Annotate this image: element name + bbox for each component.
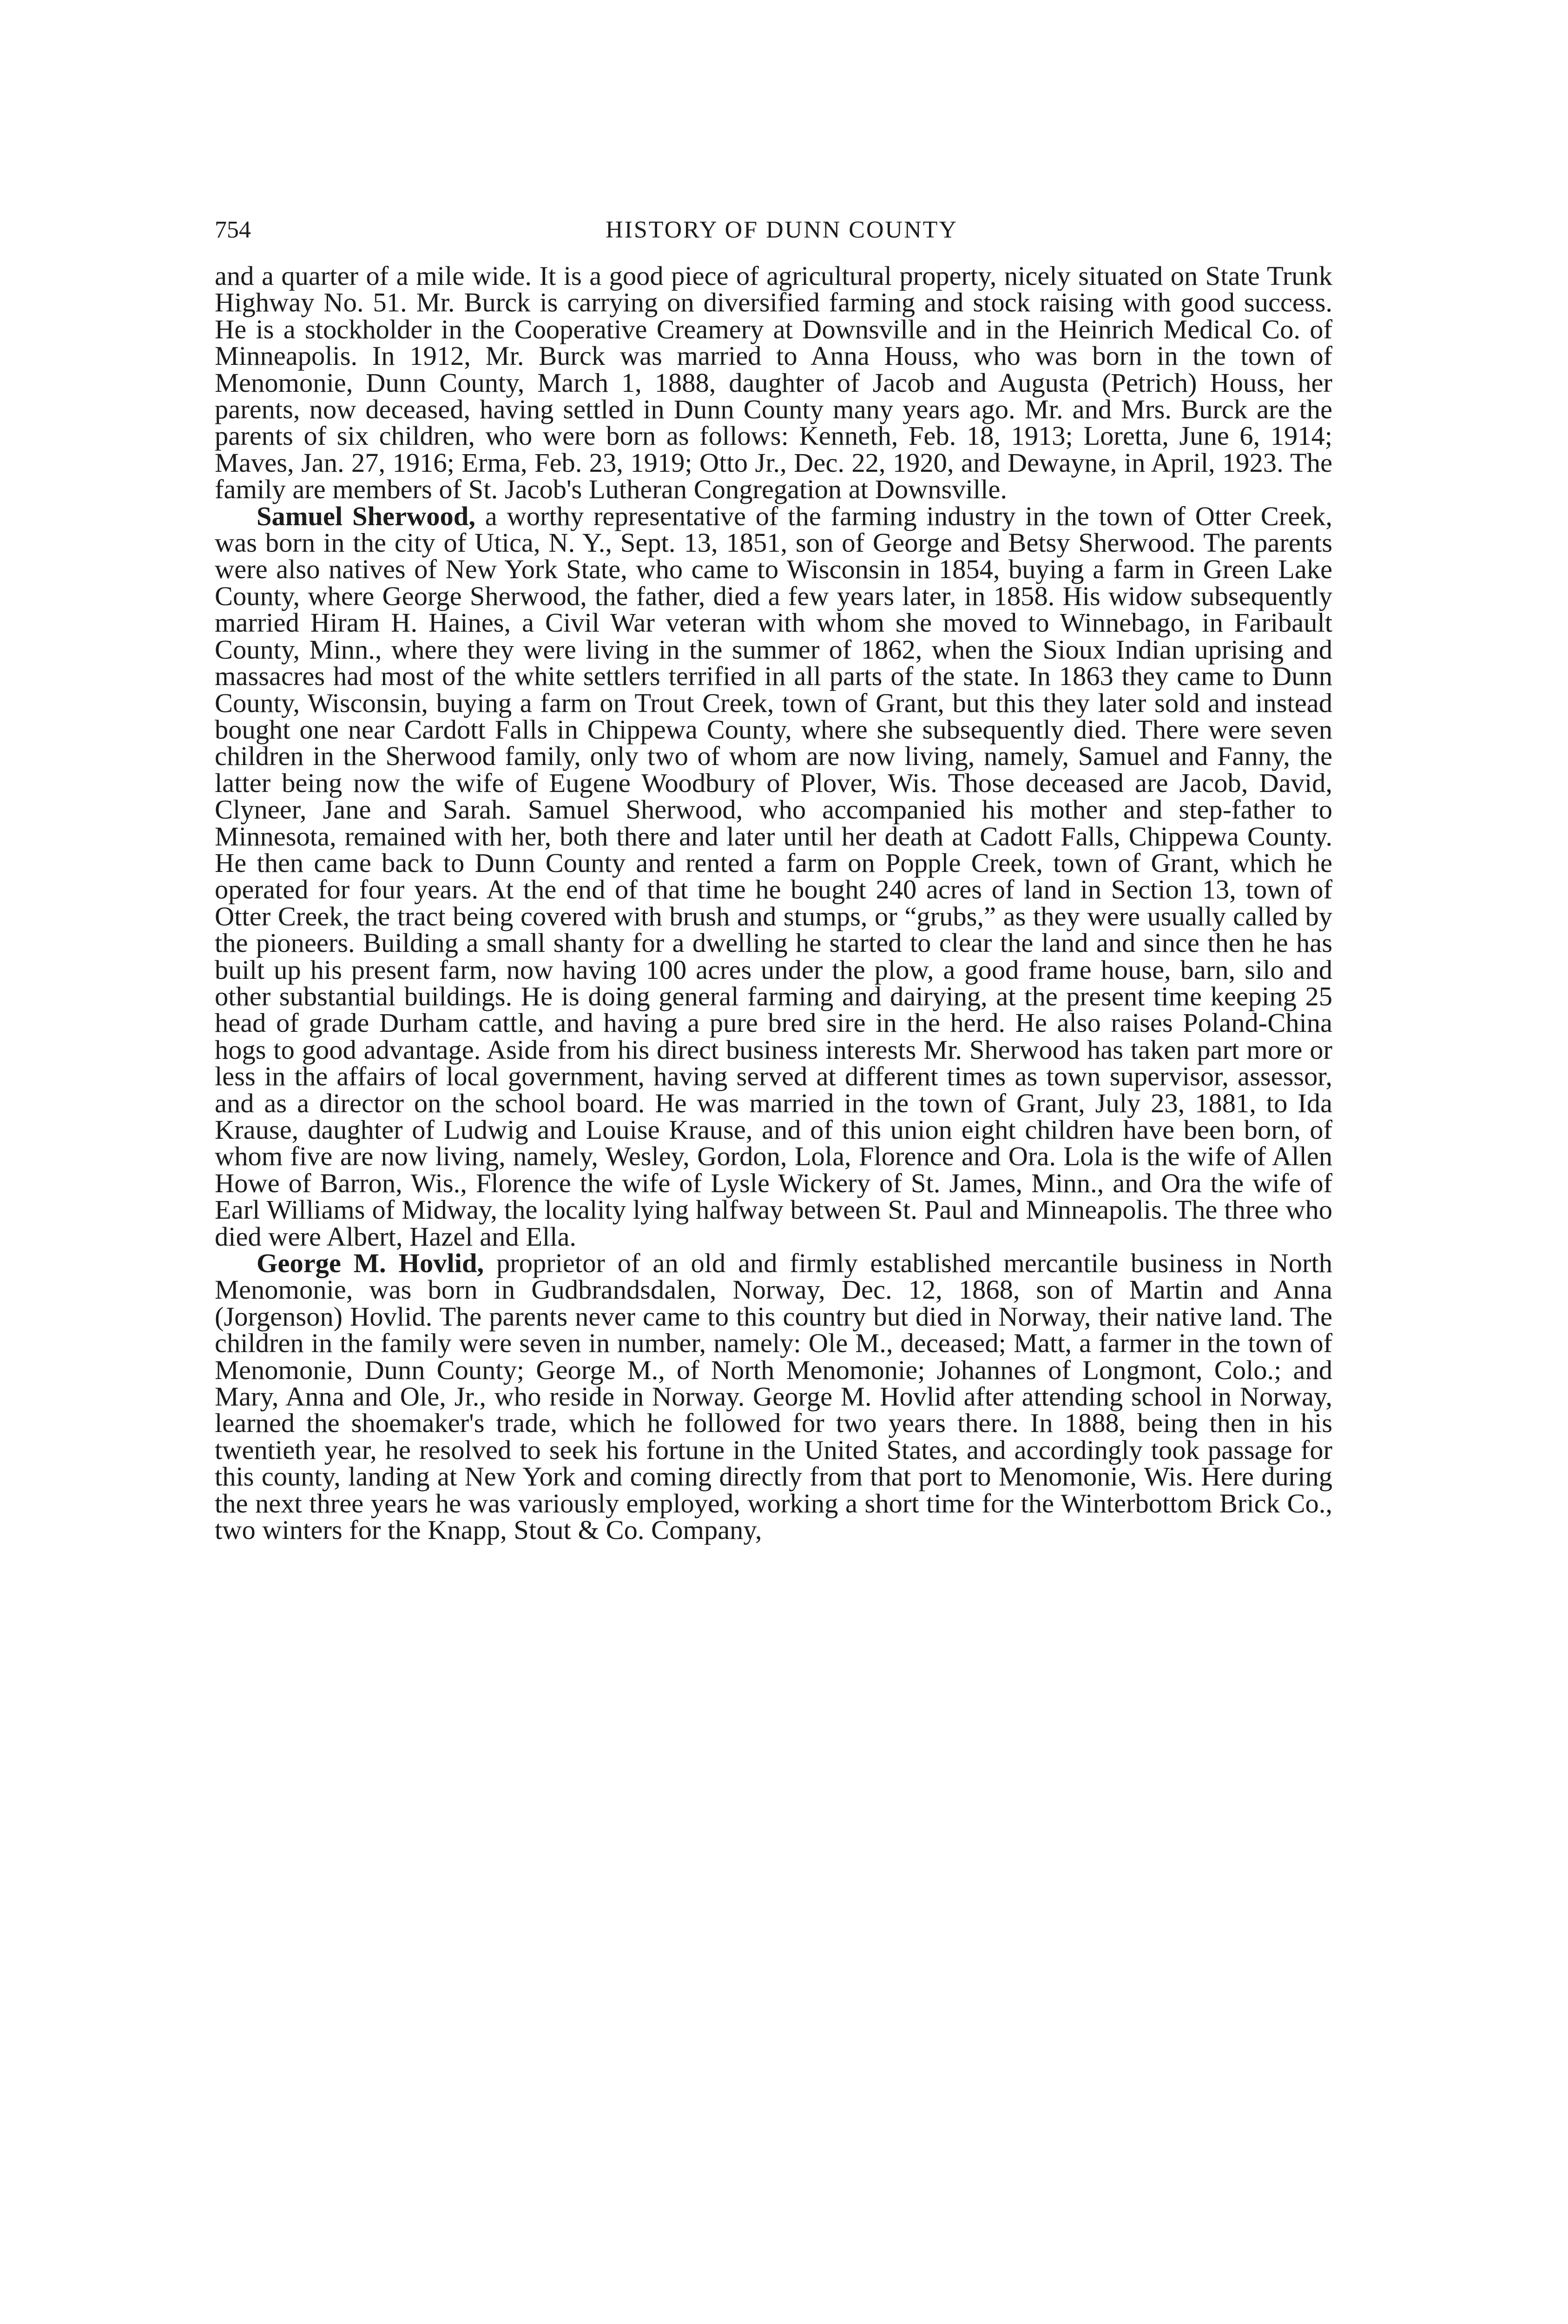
paragraph-samuel-sherwood [215, 503, 1332, 1250]
paragraph-text: and a quarter of a mile wide. It is a good piece of agricultural property, nicely situated on State Trunk Highway No. 51. Mr. Burck is carrying on diversified farming and stock raising with good success. He is a stockholder in the Cooperative Creamery at Downsville and in the Heinrich Medical Co. of Minneapolis. In 1912, Mr. Burck was married to Anna Houss, who was born in the town of Menomonie, Dunn County, March 1, 1888, daughter of Jacob and Augusta (Petrich) Houss, her parents, now deceased, having settled in Dunn County many years ago. Mr. and Mrs. Burck are the parents of six children, who were born as follows: Kenneth, Feb. 18, 1913; Loretta, June 6, 1914; Maves, Jan. 27, 1916; Erma, Feb. 23, 1919; Otto Jr., Dec. 22, 1920, and Dewayne, in April, 1923. The family are members of St. Jacob's Lutheran Congregation at Downsville. [215, 261, 1332, 505]
body-text [215, 263, 1332, 1544]
paragraph-george-hovlid [215, 1250, 1332, 1543]
page-number: 754 [215, 217, 251, 243]
running-title: HISTORY OF DUNN COUNTY [606, 217, 958, 243]
running-head [215, 211, 1349, 249]
entry-name: George M. Hovlid, [257, 1248, 484, 1279]
entry-name: Samuel Sherwood, [257, 501, 475, 531]
paragraph-text: a worthy representative of the farming industry in the town of Otter Creek, was born in the city of Utica, N. Y., Sept. 13, 1851, son of George and Betsy Sherwood. The parents were also natives of New York State, who came to Wisconsin in 1854, buying a farm in Green Lake County, where George Sherwood, the father, died a few years later, in 1858. His widow subsequently married Hiram H. Haines, a Civil War veteran with whom she moved to Winnebago, in Faribault County, Minn., where they were living in the summer of 1862, when the Sioux Indian uprising and massacres had most of the white settlers terrified in all parts of the state. In 1863 they came to Dunn County, Wisconsin, buying a farm on Trout Creek, town of Grant, but this they later sold and instead bought one near Cardott Falls in Chippewa County, where she subsequently died. There were seven children in the Sherwood family, only two of whom are now living, namely, Samuel and Fanny, the latter being now the wife of Eugene Woodbury of Plover, Wis. Those deceased are Jacob, David, Clyneer, Jane and Sarah. Samuel Sherwood, who accompanied his mother and step-father to Minnesota, remained with her, both there and later until her death at Cadott Falls, Chippewa County. He then came back to Dunn County and rented a farm on Popple Creek, town of Grant, which he operated for four years. At the end of that time he bought 240 acres of land in Section 13, town of Otter Creek, the tract being covered with brush and stumps, or “grubs,” as they were usually called by the pioneers. Building a small shanty for a dwelling he started to clear the land and since then he has built up his present farm, now having 100 acres under the plow, a good frame house, barn, silo and other substantial buildings. He is doing general farming and dairying, at the present time keeping 25 head of grade Durham cattle, and having a pure bred sire in the herd. He also raises Poland-China hogs to good advantage. Aside from his direct business interests Mr. Sherwood has taken part more or less in the affairs of local government, having served at different times as town supervisor, assessor, and as a director on the school board. He was married in the town of Grant, July 23, 1881, to Ida Krause, daughter of Ludwig and Louise Krause, and of this union eight children have been born, of whom five are now living, namely, Wesley, Gordon, Lola, Florence and Ora. Lola is the wife of Allen Howe of Barron, Wis., Florence the wife of Lysle Wickery of St. James, Minn., and Ora the wife of Earl Williams of Midway, the locality lying halfway between St. Paul and Minneapolis. The three who died were Albert, Hazel and Ella. [215, 501, 1332, 1252]
paragraph-text: proprietor of an old and firmly established mercantile business in North Menomonie, was born in Gudbrandsdalen, Norway, Dec. 12, 1868, son of Martin and Anna (Jorgenson) Hovlid. The parents never came to this country but died in Norway, their native land. The children in the family were seven in number, namely: Ole M., deceased; Matt, a farmer in the town of Menomonie, Dunn County; George M., of North Menomonie; Johannes of Longmont, Colo.; and Mary, Anna and Ole, Jr., who reside in Norway. George M. Hovlid after attending school in Norway, learned the shoemaker's trade, which he followed for two years there. In 1888, being then in his twentieth year, he resolved to seek his fortune in the United States, and accordingly took passage for this county, landing at New York and coming directly from that port to Menomonie, Wis. Here during the next three years he was variously employed, working a short time for the Winterbottom Brick Co., two winters for the Knapp, Stout & Co. Company, [215, 1248, 1332, 1545]
paragraph-burck-continued [215, 263, 1332, 503]
